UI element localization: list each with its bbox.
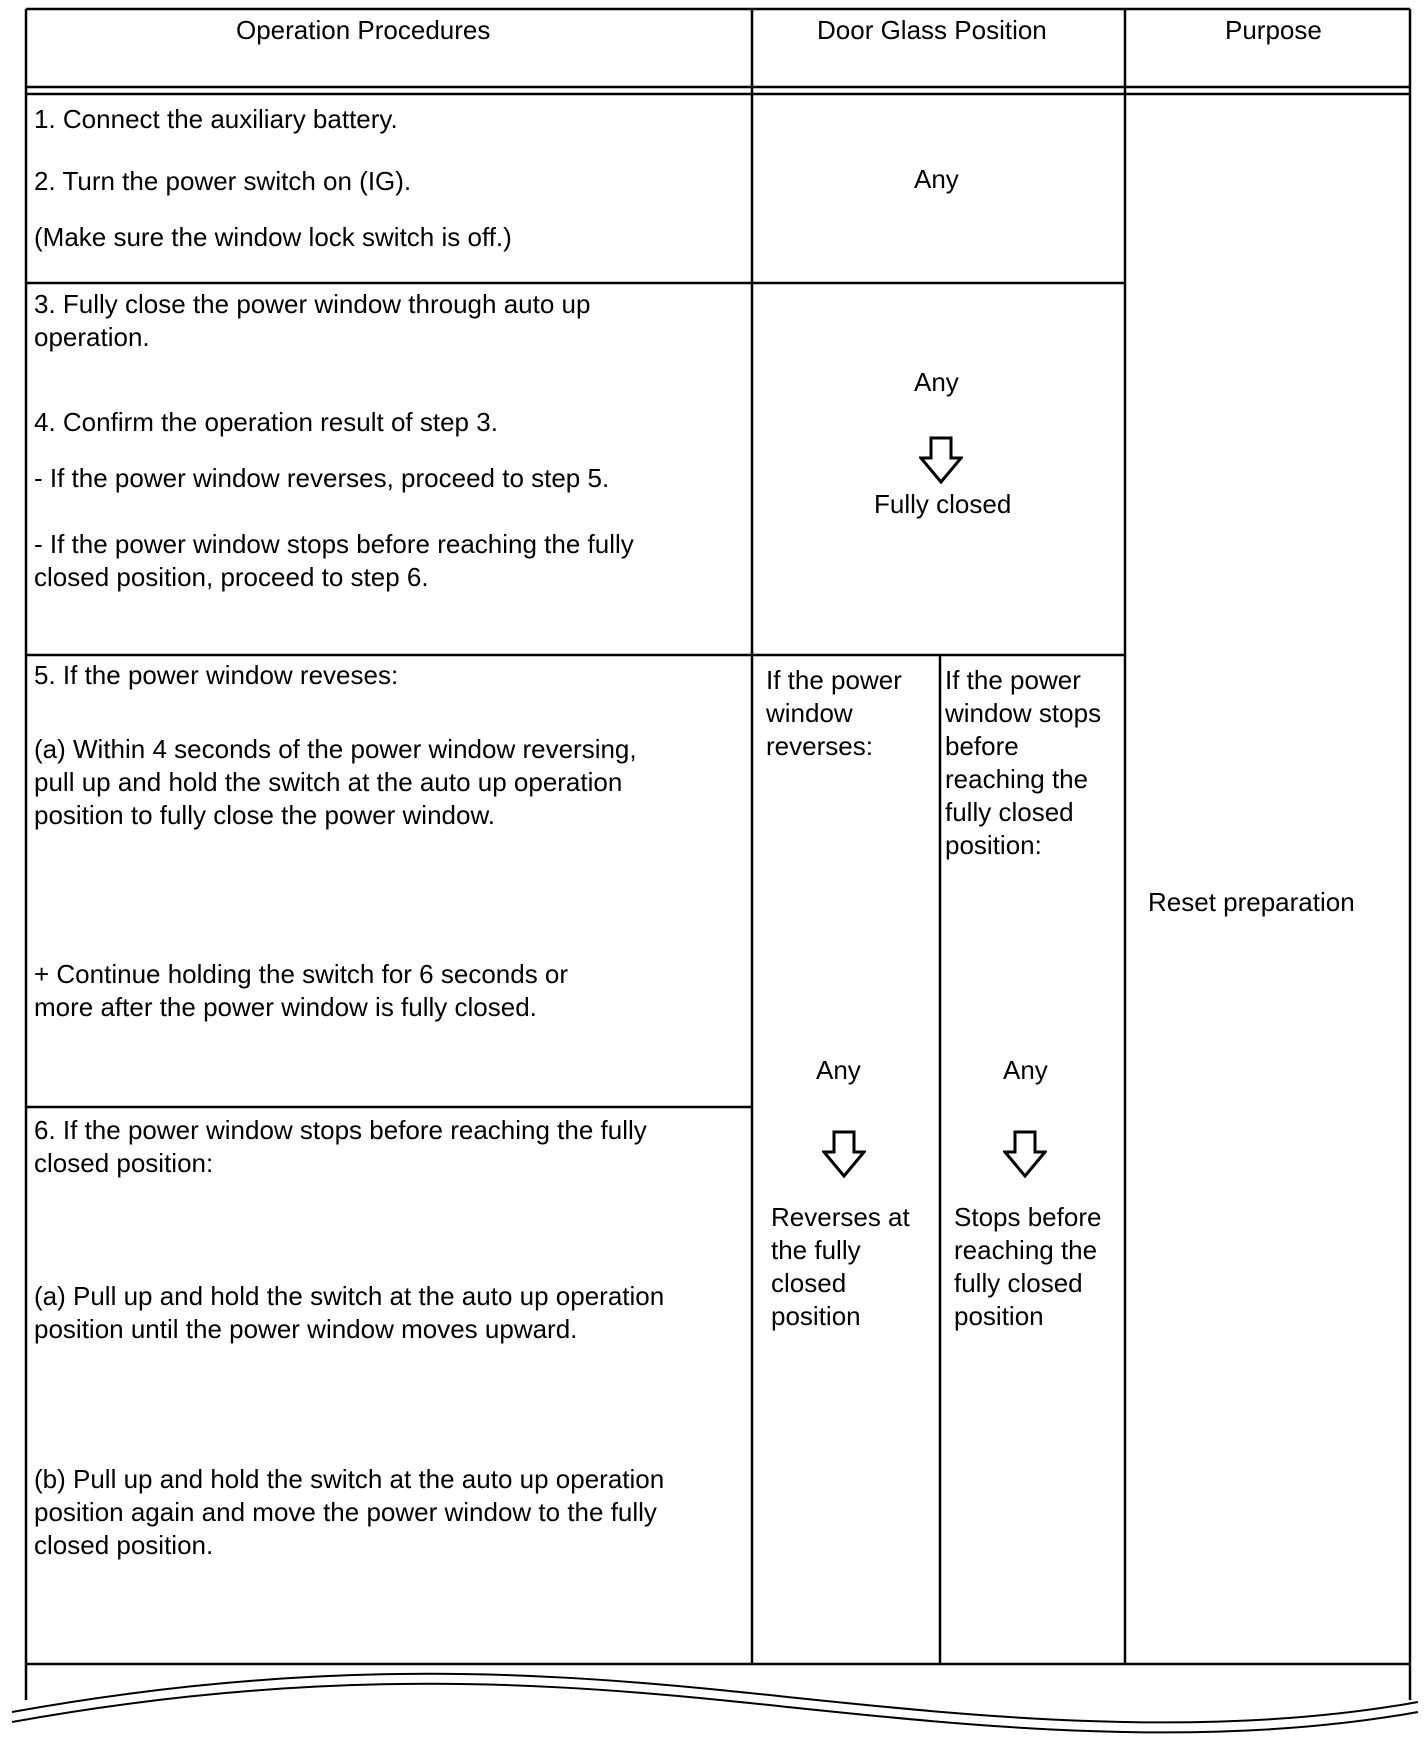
step-4: 4. Confirm the operation result of step 3.: [34, 407, 498, 437]
step-5: 5. If the power window reveses:: [34, 660, 399, 690]
down-arrow-icon: [919, 436, 963, 486]
position-any-4: Any: [1003, 1055, 1048, 1085]
column-header-door-glass-position: Door Glass Position: [817, 15, 1047, 45]
result-reverses-at-fully-closed: Reverses at the fully closed position: [771, 1202, 910, 1331]
step-6b: (b) Pull up and hold the switch at the auto up operation position again and move the power window to the fully closed position.: [34, 1464, 665, 1560]
step-4-bullet-stops: - If the power window stops before reaching the fully closed position, proceed to step 6.: [34, 529, 634, 592]
step-5-continue: + Continue holding the switch for 6 seconds or more after the power window is fully closed.: [34, 959, 569, 1022]
step-4-bullet-reverses: - If the power window reverses, proceed to step 5.: [34, 463, 610, 493]
position-any-2: Any: [914, 367, 959, 397]
condition-stops-before: If the power window stops before reaching the fully closed position:: [945, 665, 1102, 860]
position-any-1: Any: [914, 164, 959, 194]
down-arrow-icon: [822, 1130, 866, 1180]
down-arrow-icon: [1003, 1130, 1047, 1180]
step-1: 1. Connect the auxiliary battery.: [34, 104, 398, 134]
step-5a: (a) Within 4 seconds of the power window reversing, pull up and hold the switch at the auto up operation position to fully close the power window.: [34, 734, 637, 830]
step-2-note: (Make sure the window lock switch is off.): [34, 222, 512, 252]
position-fully-closed: Fully closed: [874, 489, 1012, 519]
step-3: 3. Fully close the power window through auto up operation.: [34, 289, 591, 352]
step-2: 2. Turn the power switch on (IG).: [34, 166, 412, 196]
column-header-operation-procedures: Operation Procedures: [236, 15, 491, 45]
step-6: 6. If the power window stops before reaching the fully closed position:: [34, 1115, 647, 1178]
position-any-3: Any: [816, 1055, 861, 1085]
result-stops-before-fully-closed: Stops before reaching the fully closed position: [954, 1202, 1102, 1331]
step-6a: (a) Pull up and hold the switch at the auto up operation position until the power window moves upward.: [34, 1281, 665, 1344]
condition-reverses: If the power window reverses:: [766, 665, 902, 761]
column-header-purpose: Purpose: [1225, 15, 1322, 45]
purpose-reset-preparation: Reset preparation: [1148, 887, 1355, 917]
